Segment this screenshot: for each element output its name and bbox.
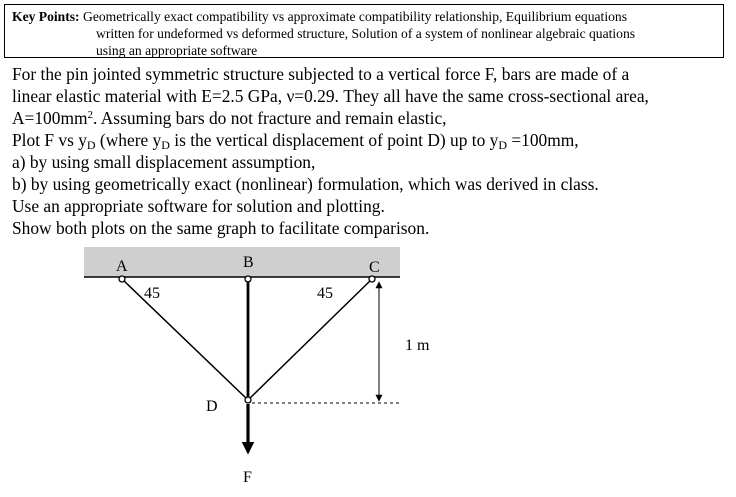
problem-line-7: Use an appropriate software for solution and plotting. [12,196,385,216]
key-points-line-2: written for undeformed vs deformed structure, Solution of a system of nonlinear algebraic quations [96,26,636,41]
problem-line-1: For the pin jointed symmetric structure subjected to a vertical force F, bars are made of a [12,64,630,84]
area-value: A=100mm [12,108,88,128]
label-f: F [243,469,252,486]
label-c: C [369,259,380,276]
area-exponent: 2 [87,109,94,121]
problem-line-4-a: Plot F vs y [12,130,87,150]
problem-line-2: linear elastic material with E=2.5 GPa, ν=0.29. They all have the same cross-sectional area, [12,86,649,106]
support-ground [84,247,400,277]
bar-cd [248,279,372,400]
subscript-d-1: D [86,138,96,152]
dimension-label: 1 m [405,337,430,354]
label-a: A [116,258,128,275]
problem-line-4-c: is the vertical displacement of point D) up to y [169,130,499,150]
problem-line-3-rest: . Assuming bars do not fracture and remain elastic, [93,108,447,128]
key-points-text-1: Geometrically exact compatibility vs approximate compatibility relationship, Equilibrium equations [83,9,627,24]
problem-line-6: b) by using geometrically exact (nonlinear) formulation, which was derived in class. [12,174,599,194]
problem-line-4-d: =100mm, [507,130,579,150]
pin-c [369,276,375,282]
pin-b [245,276,251,282]
angle-left: 45 [144,285,160,302]
angle-right: 45 [317,285,333,302]
problem-line-4-b: (where y [95,130,162,150]
subscript-d-3: D [498,138,508,152]
key-points-line-3: using an appropriate software [96,43,258,58]
problem-line-5: a) by using small displacement assumption, [12,152,316,172]
pin-d [245,397,251,403]
pin-a [119,276,125,282]
bar-ad [122,279,248,400]
label-b: B [243,254,254,271]
subscript-d-2: D [161,138,170,152]
label-d: D [206,398,218,415]
key-points-label: Key Points: [12,9,80,24]
problem-line-8: Show both plots on the same graph to facilitate comparison. [12,218,430,238]
